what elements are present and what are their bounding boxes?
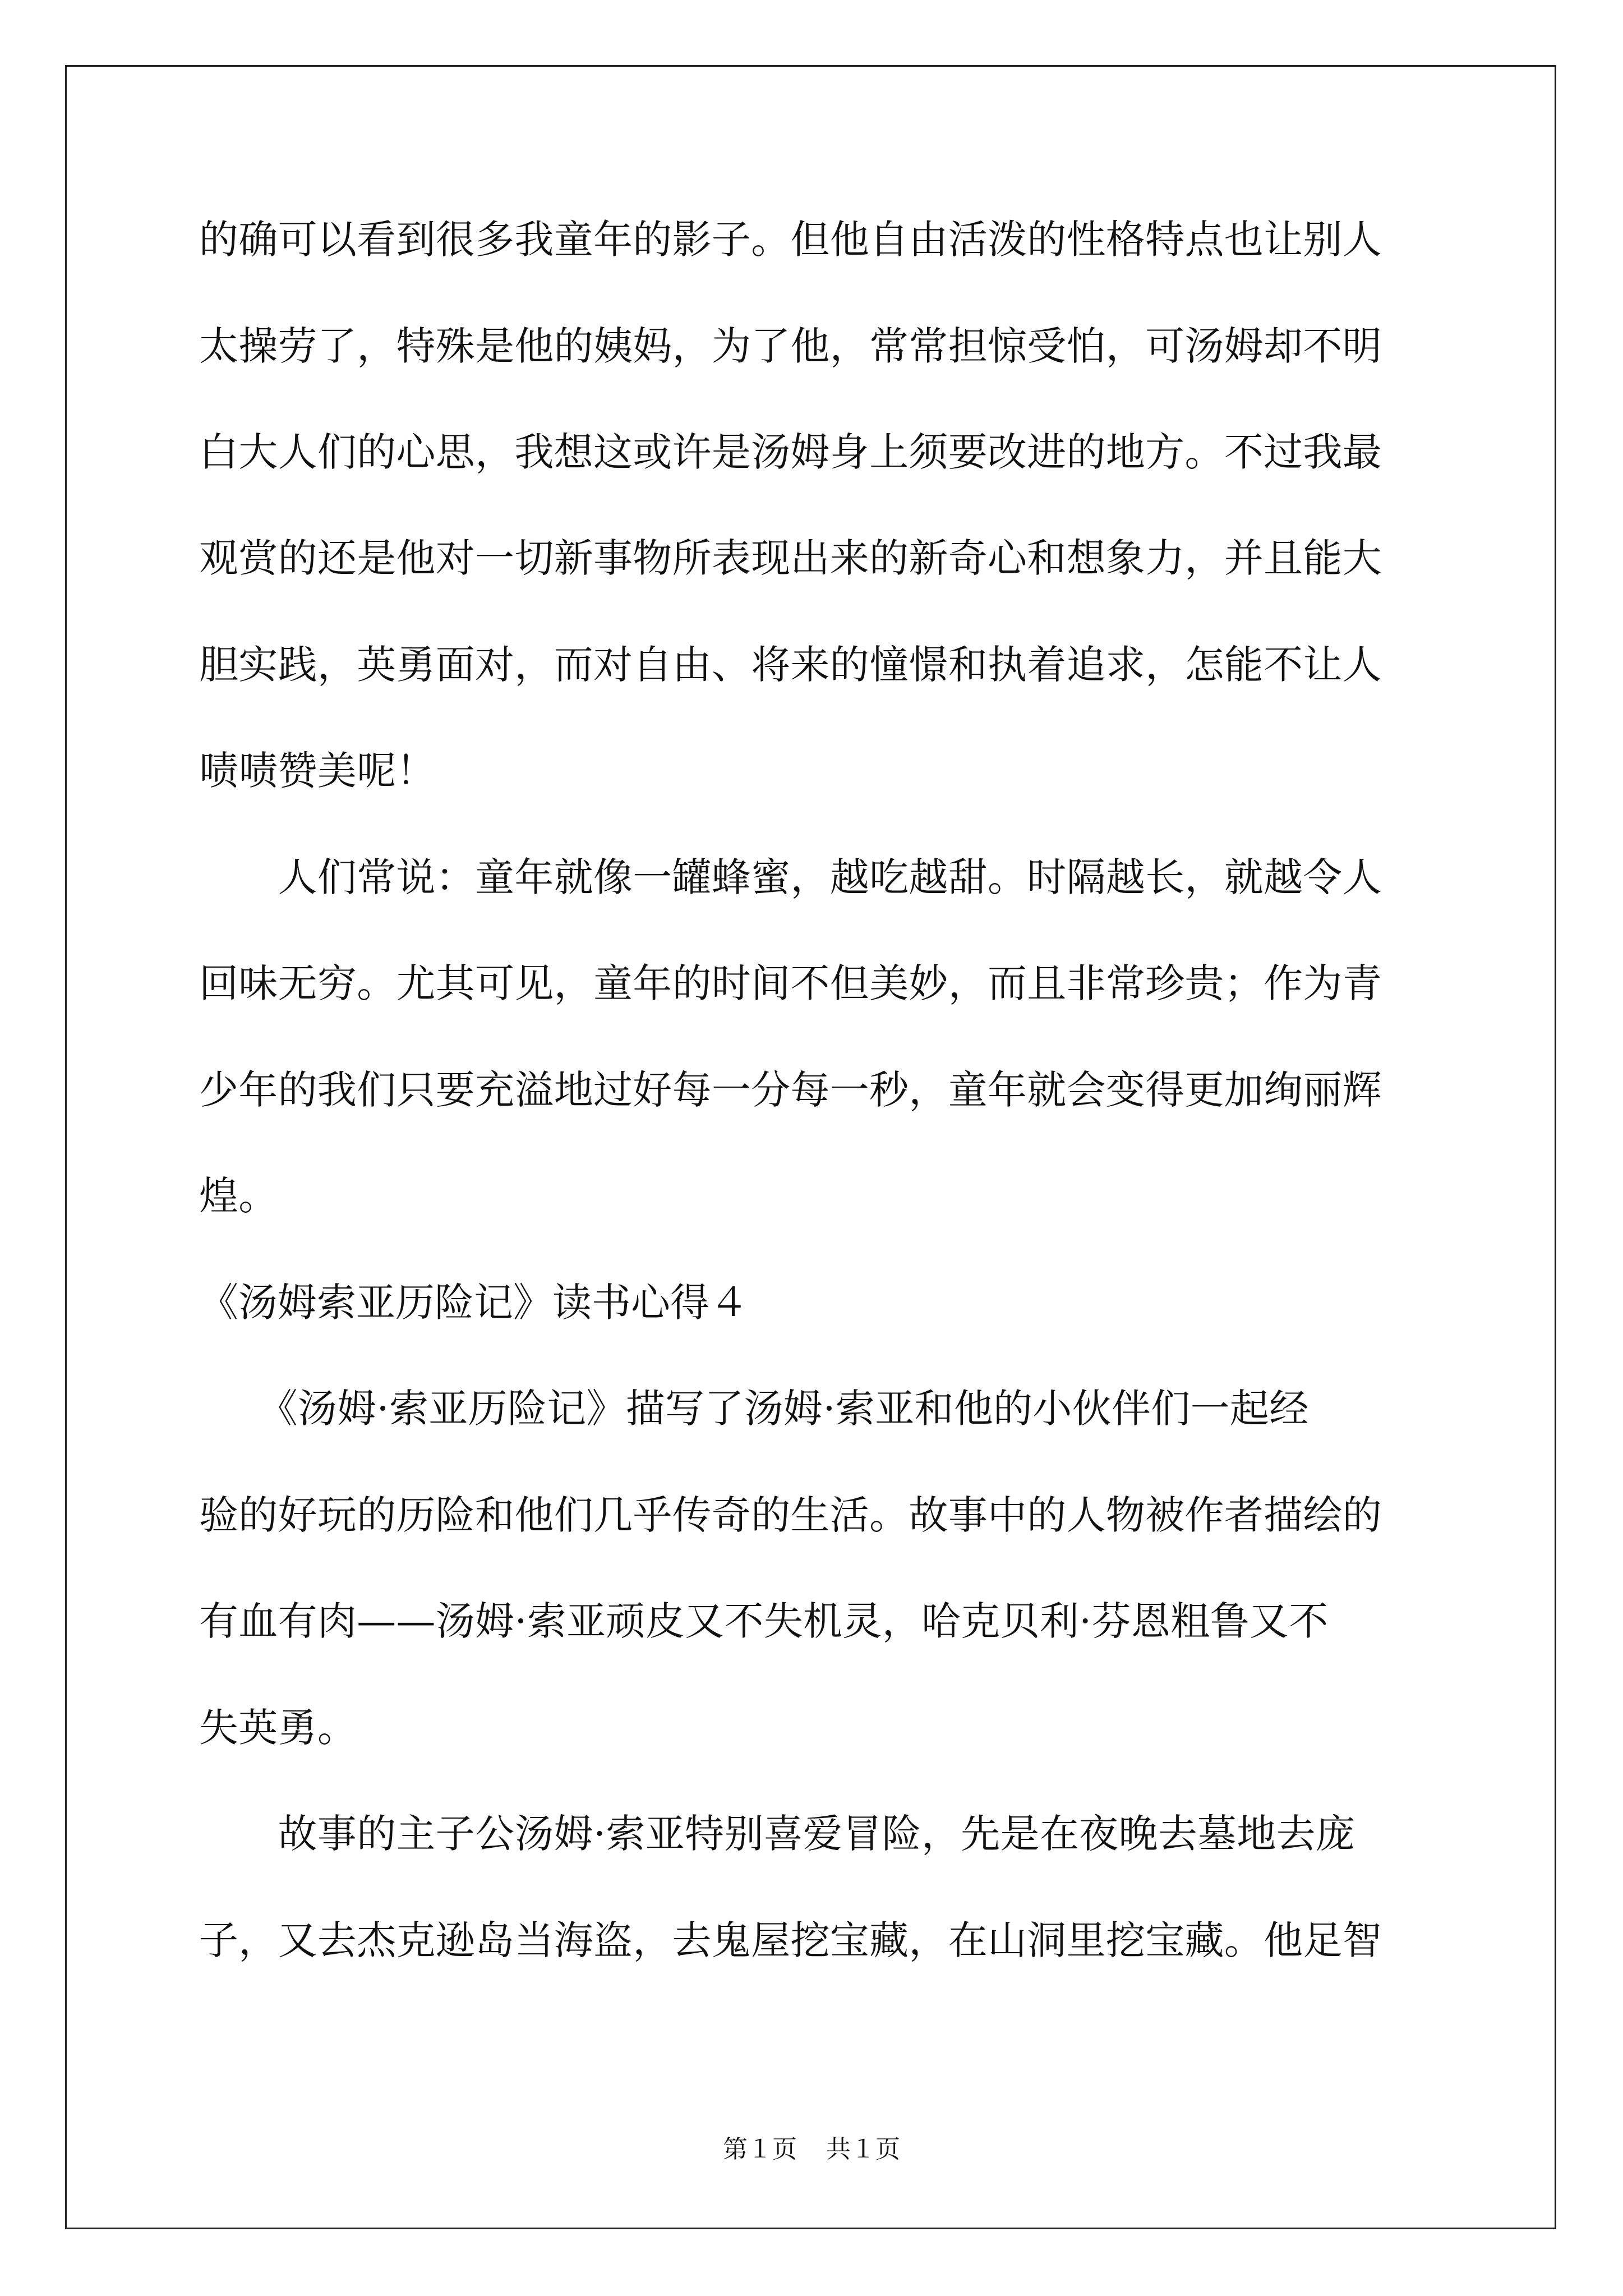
text-line: 《汤姆·索亚历险记》描写了汤姆·索亚和他的小伙伴们一起经 <box>199 1386 1309 1432</box>
text-line: 验的好玩的历险和他们几乎传奇的生活。故事中的人物被作者描绘的 <box>199 1492 1382 1538</box>
text-line: 失英勇。 <box>199 1705 357 1751</box>
text-line: 人们常说：童年就像一罐蜂蜜，越吃越甜。时隔越长，就越令人 <box>199 854 1382 900</box>
text-line: 少年的我们只要充溢地过好每一分每一秒，童年就会变得更加绚丽辉 <box>199 1067 1382 1113</box>
text-line: 回味无穷。尤其可见，童年的时间不但美妙，而且非常珍贵；作为青 <box>199 960 1382 1006</box>
page-border <box>65 65 1556 2229</box>
text-line: 子，又去杰克逊岛当海盗，去鬼屋挖宝藏，在山洞里挖宝藏。他足智 <box>199 1917 1382 1963</box>
text-line: 啧啧赞美呢！ <box>199 748 436 794</box>
text-line: 有血有肉——汤姆·索亚顽皮又不失机灵，哈克贝利·芬恩粗鲁又不 <box>199 1598 1329 1644</box>
text-line: 观赏的还是他对一切新事物所表现出来的新奇心和想象力，并且能大 <box>199 535 1382 581</box>
text-line: 白大人们的心思，我想这或许是汤姆身上须要改进的地方。不过我最 <box>199 429 1382 475</box>
text-line: 胆实践，英勇面对，而对自由、将来的憧憬和执着追求，怎能不让人 <box>199 642 1382 688</box>
section-heading: 《汤姆索亚历险记》读书心得４ <box>199 1280 749 1326</box>
text-line: 的确可以看到很多我童年的影子。但他自由活泼的性格特点也让别人 <box>199 217 1382 263</box>
page-number: 第１页 <box>723 2135 797 2164</box>
page-count: 共１页 <box>826 2135 900 2164</box>
text-line: 故事的主子公汤姆·索亚特别喜爱冒险，先是在夜晚去墓地去庞 <box>199 1811 1355 1857</box>
page-footer <box>0 2133 1623 2166</box>
text-line: 煌。 <box>199 1173 278 1219</box>
text-line: 太操劳了，特殊是他的姨妈，为了他，常常担惊受怕，可汤姆却不明 <box>199 323 1382 369</box>
